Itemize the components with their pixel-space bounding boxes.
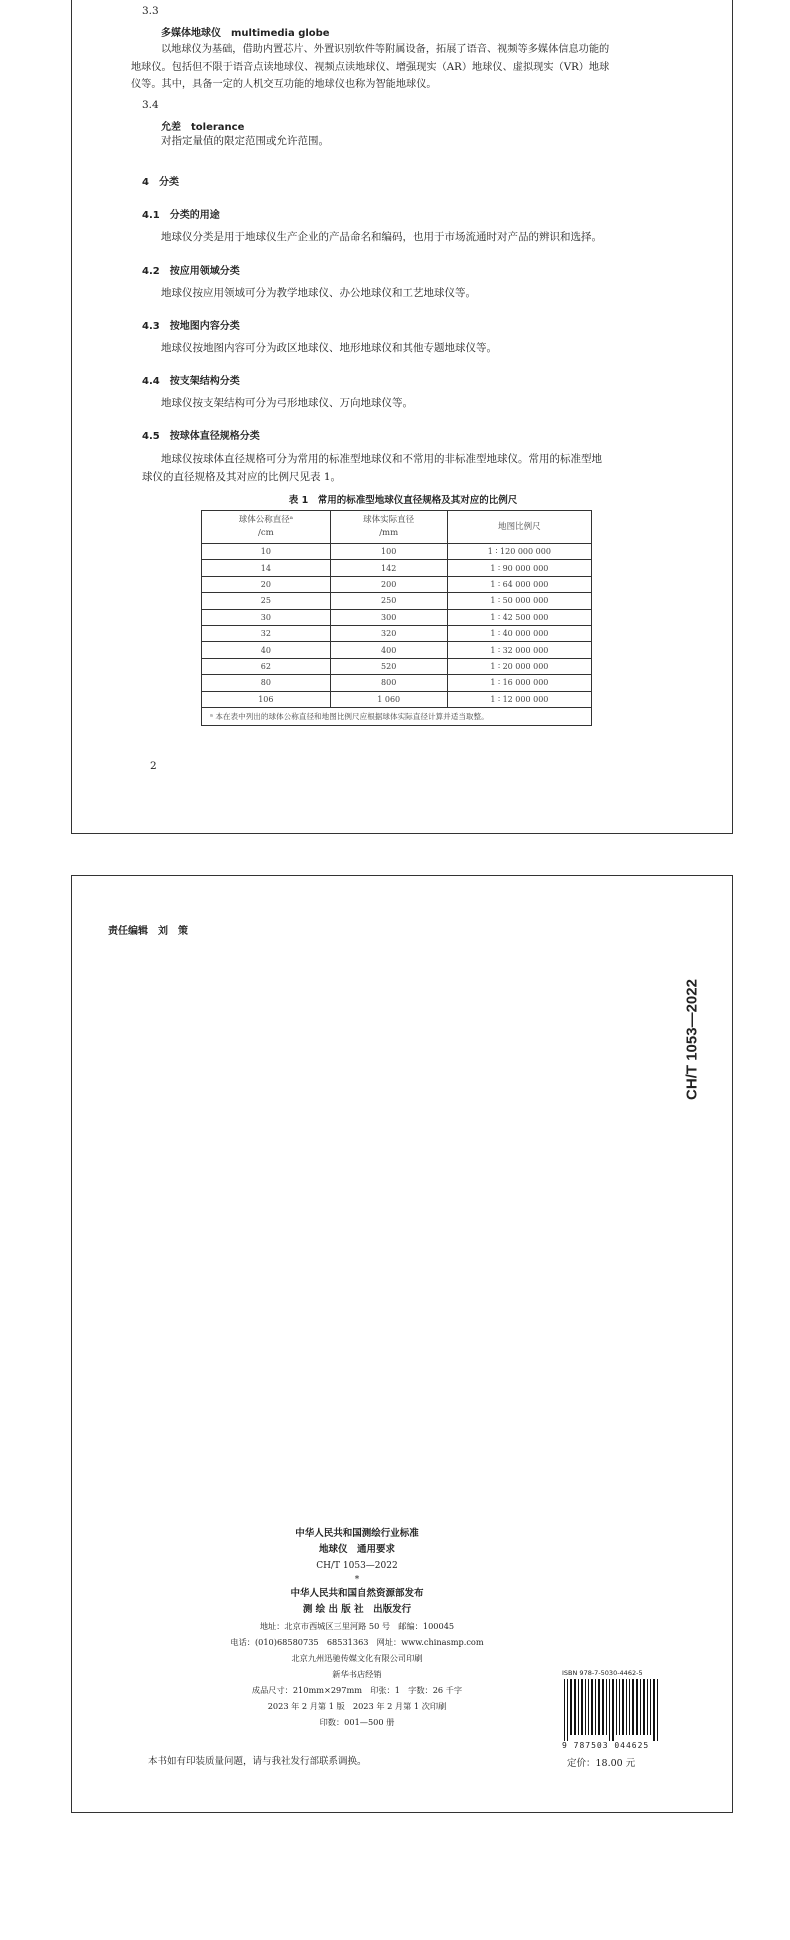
barcode-bar <box>564 1679 565 1741</box>
table-cell: 1 ∶ 120 000 000 <box>447 544 591 560</box>
table-cell: 1 ∶ 42 500 000 <box>447 609 591 625</box>
imprint-distributor: 新华书店经销 <box>332 1669 382 1679</box>
definition-tolerance: 对指定量值的限定范围或允许范围。 <box>161 135 329 147</box>
table-cell: 800 <box>330 675 447 691</box>
isbn-digits: 9 787503 044625 <box>562 1741 650 1750</box>
clause-number-3-4: 3.4 <box>142 99 159 111</box>
table-footnote-row <box>202 707 592 725</box>
header-line: 球体实际直径 <box>363 515 415 525</box>
barcode-bar <box>616 1679 617 1735</box>
barcode-bar <box>640 1679 641 1735</box>
header-line: 球体公称直径ᵃ <box>238 515 293 525</box>
table-cell: 250 <box>330 593 447 609</box>
definition-multimedia-globe <box>131 41 681 94</box>
table-row <box>202 593 592 609</box>
table-cell: 10 <box>202 544 331 560</box>
imprint-printer: 北京九州迅驰传媒文化有限公司印刷 <box>291 1653 423 1663</box>
standard-page-2 <box>71 0 733 834</box>
table-cell: 142 <box>330 560 447 576</box>
imprint-print-run: 印数：001—500 册 <box>319 1717 395 1727</box>
clause-heading-4-4: 4.4 按支架结构分类 <box>142 376 240 387</box>
definition-line: 仪等。其中，具备一定的人机交互功能的地球仪也称为智能地球仪。 <box>131 79 437 90</box>
table-cell: 14 <box>202 560 331 576</box>
table-row <box>202 609 592 625</box>
barcode-bar <box>650 1679 651 1735</box>
table-row <box>202 691 592 707</box>
diameter-scale-table <box>201 510 592 726</box>
clause-body-4-4: 地球仪按支架结构可分为弓形地球仪、万向地球仪等。 <box>161 397 413 409</box>
vertical-standard-code: CH/T 1053—2022 <box>683 979 701 1100</box>
clause-heading-4-3: 4.3 按地图内容分类 <box>142 321 240 332</box>
definition-line: 以地球仪为基础，借助内置芯片、外置识别软件等附属设备，拓展了语音、视频等多媒体信息功能的 <box>161 44 610 55</box>
table-cell: 1 ∶ 40 000 000 <box>447 625 591 641</box>
barcode-bar <box>570 1679 572 1735</box>
table-cell: 400 <box>330 642 447 658</box>
table-row <box>202 544 592 560</box>
table-row <box>202 642 592 658</box>
barcode-bar <box>581 1679 583 1735</box>
price-label: 定价：18.00 元 <box>567 1758 636 1769</box>
barcode-bar <box>588 1679 589 1735</box>
barcode-bar <box>626 1679 627 1735</box>
clause-number-3-3: 3.3 <box>142 5 159 17</box>
table-header-row <box>202 511 592 544</box>
barcode-bar <box>585 1679 586 1735</box>
barcode-bar <box>636 1679 638 1735</box>
term-multimedia-globe: 多媒体地球仪 multimedia globe <box>161 28 330 39</box>
imprint-spec: 成品尺寸：210mm×297mm 印张：1 字数：26 千字 <box>251 1685 463 1695</box>
clause-heading-4-1: 4.1 分类的用途 <box>142 210 220 221</box>
clause-body-4-5-line1: 地球仪按球体直径规格可分为常用的标准型地球仪和不常用的非标准型地球仪。常用的标准型地 <box>161 453 602 465</box>
barcode-bar <box>619 1679 620 1735</box>
table-caption: 表 1 常用的标准型地球仪直径规格及其对应的比例尺 <box>288 495 518 506</box>
imprint-publisher: 测 绘 出 版 社 出版发行 <box>302 1604 412 1615</box>
quality-notice: 本书如有印装质量问题，请与我社发行部联系调换。 <box>148 1756 367 1767</box>
table-cell: 25 <box>202 593 331 609</box>
header-line: /mm <box>379 528 399 538</box>
header-line: 地图比例尺 <box>498 521 541 532</box>
table-cell: 320 <box>330 625 447 641</box>
table-cell: 30 <box>202 609 331 625</box>
isbn-barcode <box>562 1679 662 1741</box>
section-heading-4: 4 分类 <box>142 177 179 188</box>
clause-heading-4-2: 4.2 按应用领域分类 <box>142 266 240 277</box>
barcode-bar <box>647 1679 648 1735</box>
barcode-bar <box>591 1679 593 1735</box>
page-number: 2 <box>150 760 157 772</box>
barcode-bar <box>574 1679 576 1735</box>
barcode-bar <box>657 1679 658 1741</box>
table-cell: 106 <box>202 691 331 707</box>
term-tolerance: 允差 tolerance <box>161 122 245 133</box>
imprint-block <box>227 1526 487 1730</box>
barcode-bar <box>609 1679 610 1741</box>
imprint-page <box>71 875 733 1813</box>
barcode-bar <box>602 1679 604 1735</box>
definition-line: 地球仪。包括但不限于语音点读地球仪、视频点读地球仪、增强现实（AR）地球仪、虚拟现实（VR）地球 <box>131 61 610 73</box>
barcode-bar <box>632 1679 634 1735</box>
table-row <box>202 576 592 592</box>
barcode-bar <box>629 1679 630 1735</box>
table-cell: 62 <box>202 658 331 674</box>
barcode-bar <box>606 1679 607 1735</box>
table-cell: 520 <box>330 658 447 674</box>
table-cell: 20 <box>202 576 331 592</box>
barcode-bar <box>598 1679 600 1735</box>
barcode-bar <box>595 1679 596 1735</box>
clause-body-4-3: 地球仪按地图内容可分为政区地球仪、地形地球仪和其他专题地球仪等。 <box>161 342 497 354</box>
table-cell: 1 ∶ 64 000 000 <box>447 576 591 592</box>
table-cell: 300 <box>330 609 447 625</box>
table-cell: 1 ∶ 50 000 000 <box>447 593 591 609</box>
table-cell: 1 ∶ 90 000 000 <box>447 560 591 576</box>
isbn-label: ISBN 978-7-5030-4462-5 <box>562 1669 643 1677</box>
imprint-series: 中华人民共和国测绘行业标准 <box>295 1528 419 1539</box>
table-cell: 200 <box>330 576 447 592</box>
header-actual-diameter <box>330 511 447 544</box>
barcode-bar <box>567 1679 568 1741</box>
table-cell: 1 ∶ 32 000 000 <box>447 642 591 658</box>
imprint-address: 地址：北京市西城区三里河路 50 号 邮编：100045 <box>259 1621 455 1631</box>
table-cell: 80 <box>202 675 331 691</box>
clause-body-4-2: 地球仪按应用领域可分为教学地球仪、办公地球仪和工艺地球仪等。 <box>161 287 476 299</box>
barcode-bar <box>622 1679 624 1735</box>
barcode-bar <box>643 1679 645 1735</box>
header-line: /cm <box>258 528 274 538</box>
table-cell: 100 <box>330 544 447 560</box>
clause-body-4-1: 地球仪分类是用于地球仪生产企业的产品命名和编码，也用于市场流通时对产品的辨识和选择。 <box>161 231 602 243</box>
clause-body-4-5-line2: 球仪的直径规格及其对应的比例尺见表 1。 <box>142 471 342 483</box>
imprint-code: CH/T 1053—2022 <box>316 1561 398 1571</box>
imprint-phone: 电话：(010)68580735 68531363 网址：www.chinasmp.com <box>230 1637 484 1647</box>
imprint-title: 地球仪 通用要求 <box>318 1544 395 1555</box>
imprint-star: * <box>354 1575 360 1585</box>
barcode-bar <box>612 1679 614 1741</box>
barcode-bar <box>578 1679 579 1735</box>
responsible-editor: 责任编辑 刘 策 <box>108 926 188 937</box>
table-cell: 40 <box>202 642 331 658</box>
table-row <box>202 675 592 691</box>
table-row <box>202 658 592 674</box>
table-row <box>202 625 592 641</box>
table-cell: 1 ∶ 16 000 000 <box>447 675 591 691</box>
table-cell: 1 ∶ 20 000 000 <box>447 658 591 674</box>
table-cell: 32 <box>202 625 331 641</box>
table-cell: 1 ∶ 12 000 000 <box>447 691 591 707</box>
table-row <box>202 560 592 576</box>
clause-heading-4-5: 4.5 按球体直径规格分类 <box>142 431 260 442</box>
table-cell: 1 060 <box>330 691 447 707</box>
header-nominal-diameter <box>202 511 331 544</box>
table-footnote: ᵃ 本在表中列出的球体公称直径和地图比例尺应根据球体实际直径计算并适当取整。 <box>202 707 592 725</box>
imprint-issuer: 中华人民共和国自然资源部发布 <box>290 1588 424 1599</box>
imprint-edition: 2023 年 2 月第 1 版 2023 年 2 月第 1 次印刷 <box>267 1701 447 1711</box>
barcode-bar <box>653 1679 655 1741</box>
header-map-scale <box>447 511 591 544</box>
